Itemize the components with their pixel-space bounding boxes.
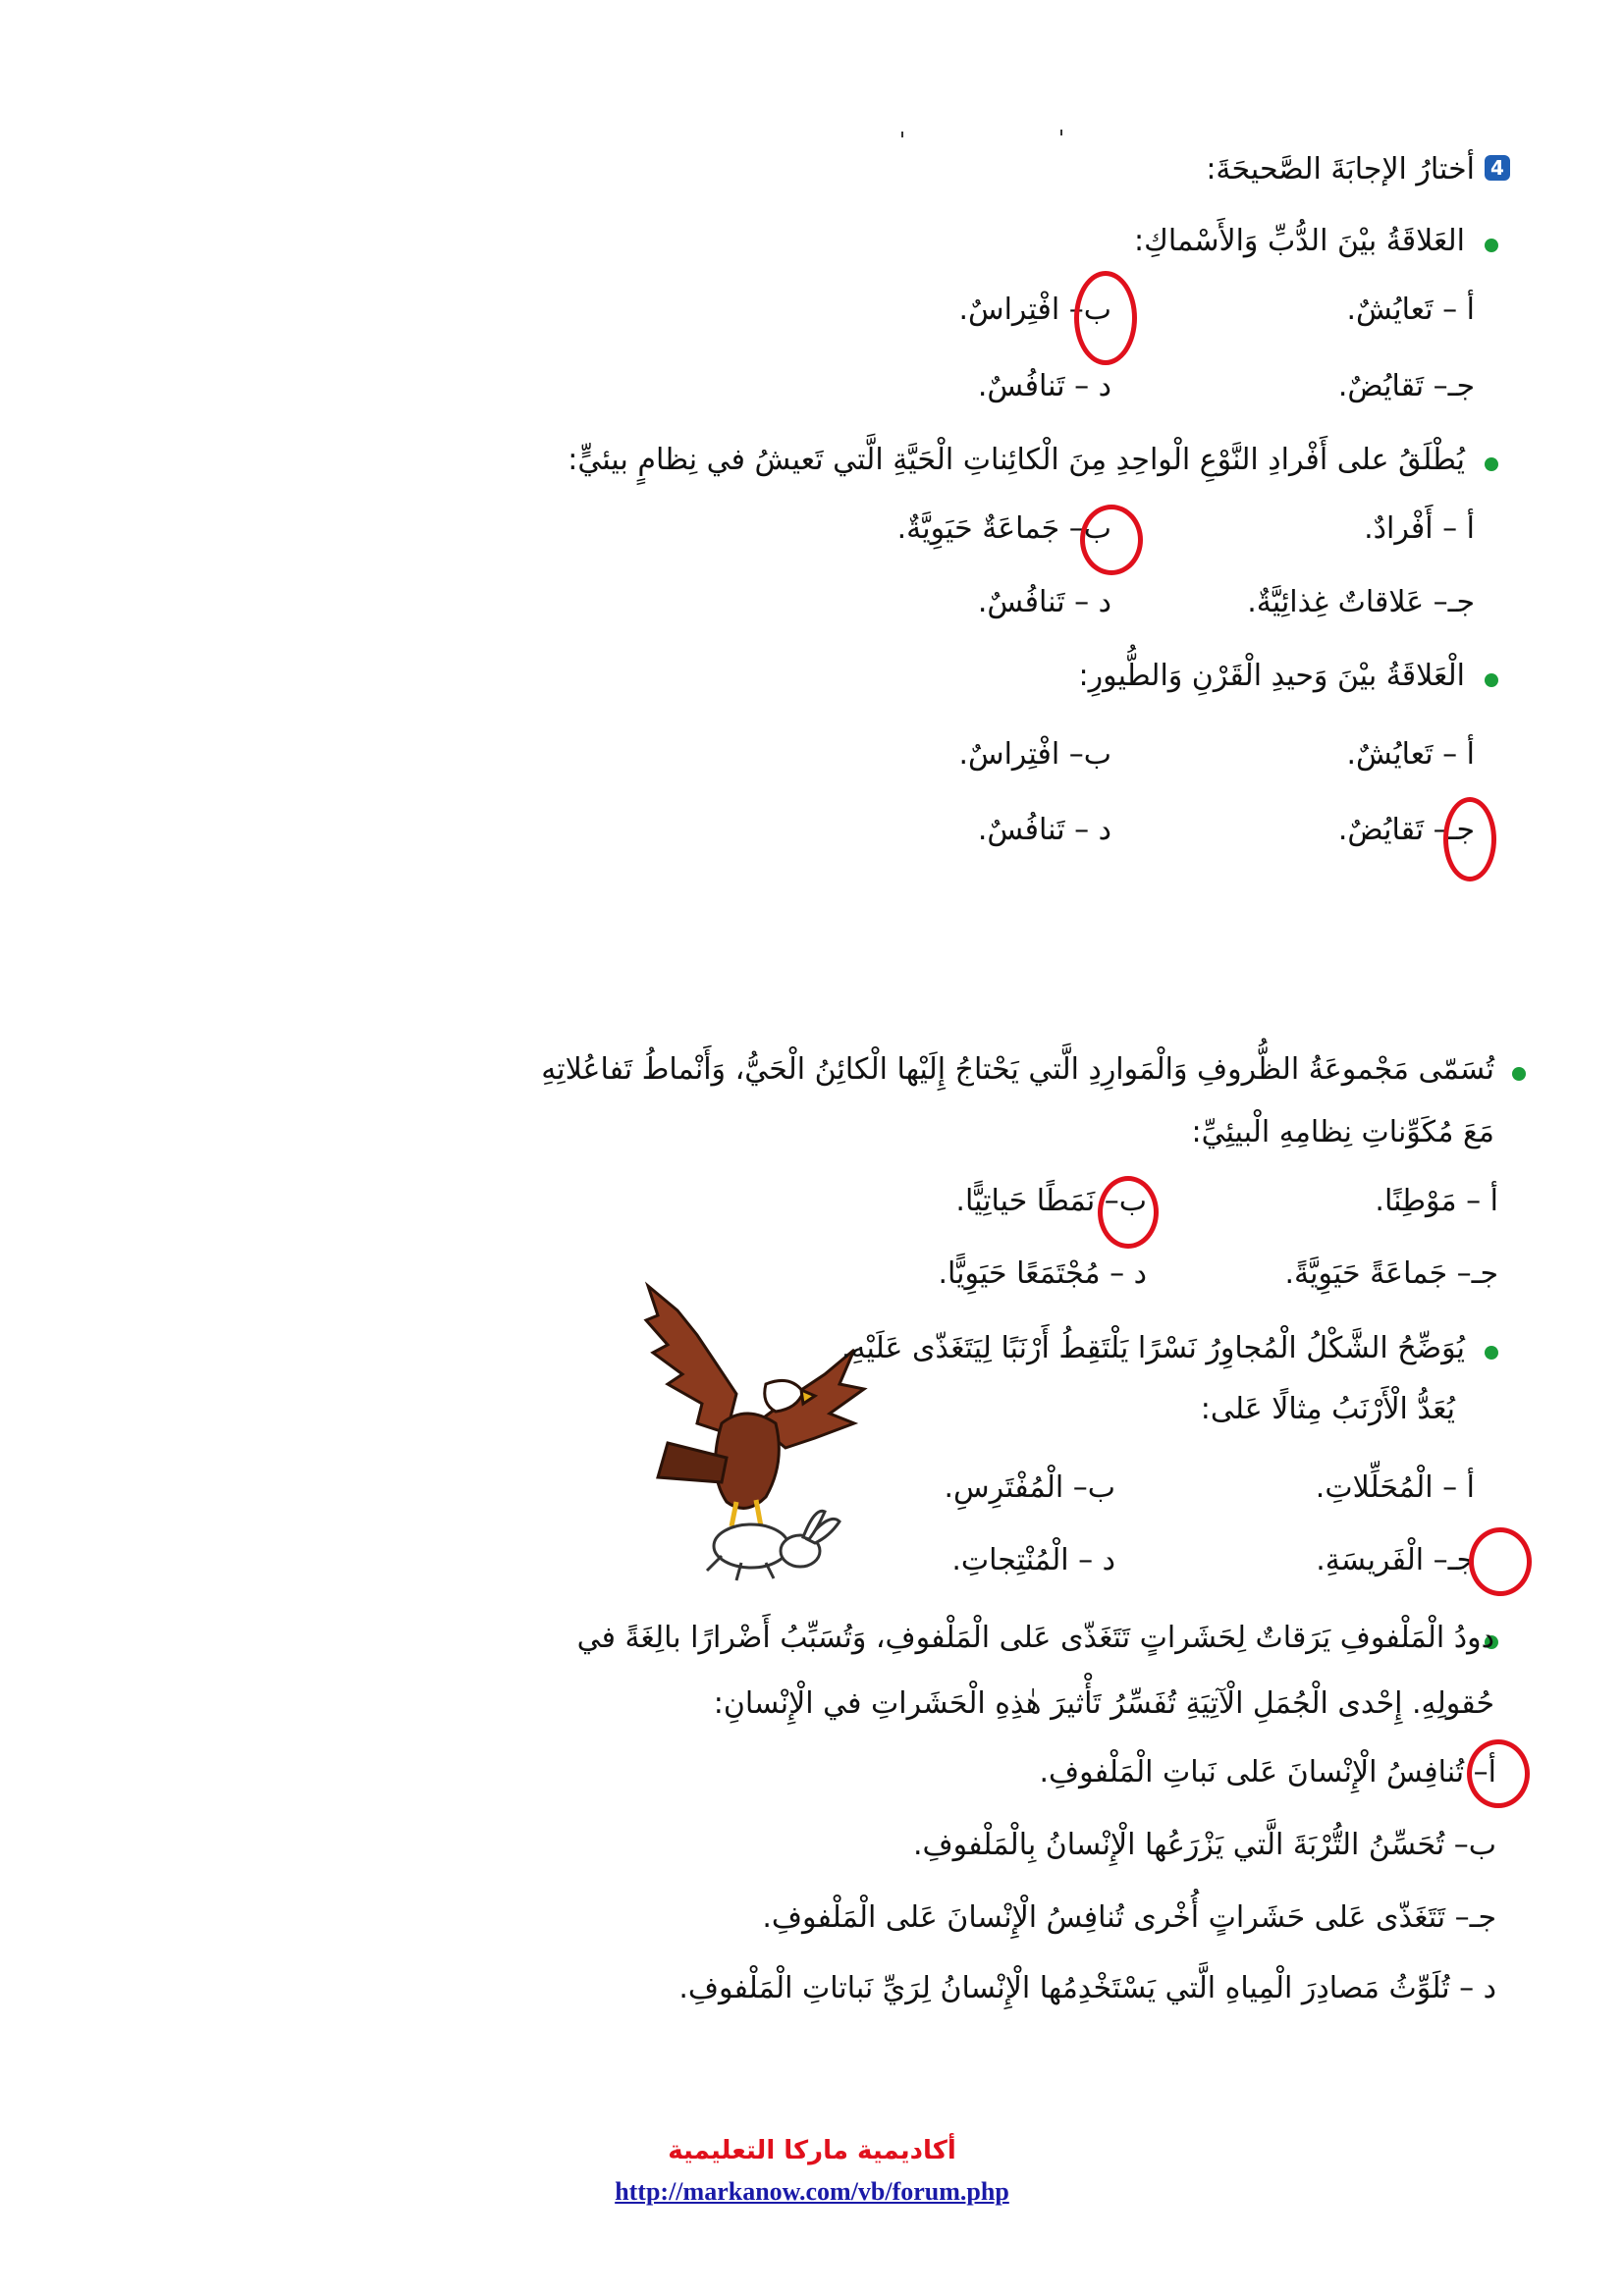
q2-option-d[interactable]: د – تَنافُسٌ. xyxy=(977,585,1111,619)
answer-circle-mark xyxy=(1467,1739,1530,1808)
bullet-icon xyxy=(1485,1346,1498,1360)
question-2-text: يُطْلَقُ على أَفْرادِ النَّوْعِ الْواحِدِ مِنَ الْكائِناتِ الْحَيَّةِ الَّتي تَعيشُ في نِظامٍ بيئيٍّ: xyxy=(568,443,1465,477)
q4-option-a[interactable]: أ – مَوْطِنًا. xyxy=(1375,1184,1498,1218)
rabbit xyxy=(707,1511,839,1580)
q1-option-a[interactable]: أ – تَعايُشٌ. xyxy=(1346,293,1475,327)
q3-option-a[interactable]: أ – تَعايُشٌ. xyxy=(1346,737,1475,772)
q1-option-b[interactable]: ب– افْتِراسٌ. xyxy=(958,293,1111,327)
question-4-text-line2: مَعَ مُكَوِّناتِ نِظامِهِ الْبيئِيِّ: xyxy=(1191,1115,1494,1149)
section-heading: أختارُ الإجابَةَ الصَّحيحَةَ: xyxy=(1206,152,1475,187)
answer-circle-mark xyxy=(1443,797,1496,881)
question-number-badge: 4 xyxy=(1485,155,1510,181)
top-mark xyxy=(1060,130,1062,135)
bullet-icon xyxy=(1485,239,1498,252)
question-5-text-line2: يُعَدُّ الْأَرْنَبُ مِثالًا عَلى: xyxy=(1200,1392,1455,1426)
question-1-text: العَلاقَةُ بيْنَ الدُّبِّ وَالأَسْماكِ: xyxy=(1134,224,1465,258)
answer-circle-mark xyxy=(1074,271,1137,365)
answer-circle-mark xyxy=(1469,1527,1532,1596)
q3-option-d[interactable]: د – تَنافُسٌ. xyxy=(977,813,1111,847)
q6-option-a[interactable]: أ– تُنافِسُ الْإِنْسانَ عَلى نَباتِ الْمَلْفوفِ. xyxy=(1039,1755,1496,1789)
q4-option-c[interactable]: جـ– جَماعَةً حَيَوِيَّةً. xyxy=(1284,1256,1498,1291)
q5-option-a[interactable]: أ – الْمُحَلِّلاتِ. xyxy=(1315,1470,1475,1505)
top-mark xyxy=(901,132,903,137)
answer-circle-mark xyxy=(1080,505,1143,575)
bullet-icon xyxy=(1485,673,1498,687)
q2-option-b[interactable]: ب– جَماعَةٌ حَيَوِيَّةٌ. xyxy=(896,511,1111,546)
q4-option-b[interactable]: ب– نَمَطًا حَياتِيًّا. xyxy=(955,1184,1147,1218)
q3-option-c[interactable]: جـ– تَقايُضٌ. xyxy=(1337,813,1475,847)
eagle-wing-left xyxy=(646,1286,736,1433)
q4-option-d[interactable]: د – مُجْتَمَعًا حَيَوِيًّا. xyxy=(938,1256,1147,1291)
q3-option-b[interactable]: ب– افْتِراسٌ. xyxy=(958,737,1111,772)
q5-option-b[interactable]: ب– الْمُفْتَرِسِ. xyxy=(944,1470,1115,1505)
q1-option-d[interactable]: د – تَنافُسٌ. xyxy=(977,369,1111,403)
q6-option-c[interactable]: جـ– تَتَغَذّى عَلى حَشَراتٍ أُخْرى تُنافِسُ الْإِنْسانَ عَلى الْمَلْفوفِ. xyxy=(762,1900,1496,1935)
bullet-icon xyxy=(1485,457,1498,471)
bullet-icon xyxy=(1512,1067,1526,1081)
footer-forum-link[interactable]: http://markanow.com/vb/forum.php xyxy=(615,2177,1009,2206)
question-6-text-line2: حُقولِهِ. إِحْدى الْجُمَلِ الْآتِيَةِ تُفَسِّرُ تَأْثيرَ هٰذِهِ الْحَشَراتِ في الْإِنْسانِ: xyxy=(713,1686,1494,1721)
question-4-text-line1: تُسَمّى مَجْموعَةُ الظُّروفِ وَالْمَوارِدِ الَّتي يَحْتاجُ إِلَيْها الْكائِنُ الْحَيُّ، وَأَنْماطُ تَفاعُلاتِهِ xyxy=(541,1052,1494,1087)
q1-option-c[interactable]: جـ– تَقايُضٌ. xyxy=(1337,369,1475,403)
answer-circle-mark xyxy=(1098,1176,1159,1249)
eagle-catching-rabbit-illustration xyxy=(628,1276,874,1590)
q2-option-a[interactable]: أ – أَفْرادٌ. xyxy=(1364,511,1475,546)
footer-academy-title: أكاديمية ماركا التعليمية xyxy=(668,2136,956,2165)
q5-option-c[interactable]: جـ– الْفَريسَةِ. xyxy=(1316,1543,1475,1577)
q6-option-d[interactable]: د – تُلَوِّثُ مَصادِرَ الْمِياهِ الَّتي يَسْتَخْدِمُها الْإِنْسانُ لِرَيِّ نَباتاتِ الْمَلْفوفِ. xyxy=(678,1971,1496,2005)
question-3-text: الْعَلاقَةُ بيْنَ وَحيدِ الْقَرْنِ وَالطُّيورِ: xyxy=(1078,659,1465,693)
q6-option-b[interactable]: ب– تُحَسِّنُ التُّرْبَةَ الَّتي يَزْرَعُها الْإِنْسانُ بِالْمَلْفوفِ. xyxy=(912,1828,1496,1862)
question-5-text-line1: يُوَضِّحُ الشَّكْلُ الْمُجاوِرُ نَسْرًا يَلْتَقِطُ أَرْنَبًا لِيَتَغَذّى عَلَيْهِ. xyxy=(840,1331,1465,1365)
q5-option-d[interactable]: د – الْمُنْتِجاتِ. xyxy=(951,1543,1115,1577)
q2-option-c[interactable]: جـ– عَلاقاتٌ غِذائِيَّةٌ. xyxy=(1247,585,1475,619)
question-6-text-line1: دودُ الْمَلْفوفِ يَرَقاتٌ لِحَشَراتٍ تَتَغَذّى عَلى الْمَلْفوفِ، وَتُسَبِّبُ أَضْرارًا بالِغَةً في xyxy=(576,1621,1494,1655)
